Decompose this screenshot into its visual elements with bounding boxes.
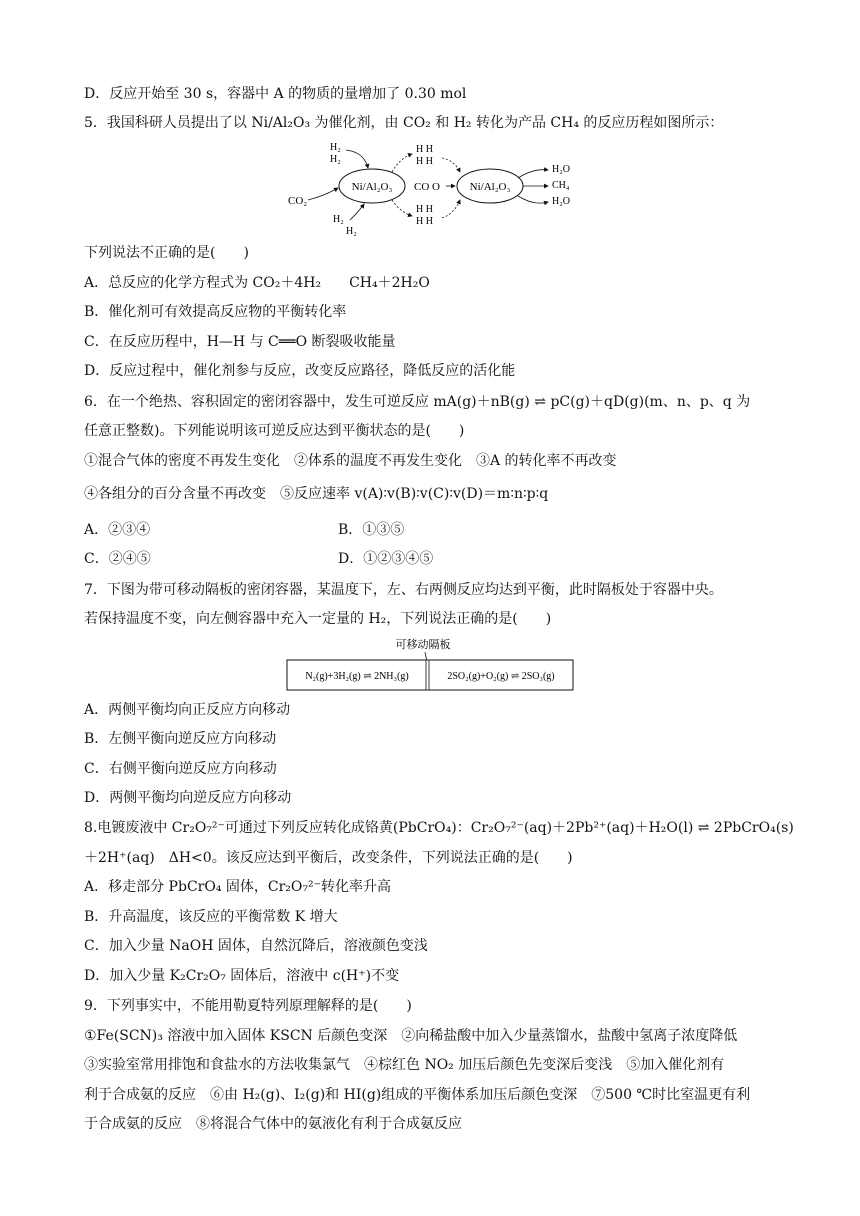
co-o-label: CO O (414, 181, 440, 193)
h2-top-left-1: H₂ (330, 142, 341, 153)
product-h2o-1: H₂O (552, 164, 570, 175)
q4-option-d: D．反应开始至 30 s，容器中 A 的物质的量增加了 0.30 mol (84, 86, 467, 102)
h-atoms-top-2: H H (416, 156, 433, 167)
q6-option-c: C．②④⑤ (84, 551, 151, 567)
h-atoms-top-1: H H (416, 144, 433, 155)
h2-bottom-left-2: H₂ (346, 226, 357, 237)
q8-option-a: A．移走部分 PbCrO₄ 固体，Cr₂O₇²⁻转化率升高 (84, 879, 391, 895)
q6-option-d: D．①②③④⑤ (338, 551, 434, 567)
partition-label: 可移动隔板 (395, 639, 451, 651)
q7-option-b: B．左侧平衡向逆反应方向移动 (84, 731, 277, 747)
catalyst-right-label: Ni/Al₂O₃ (469, 181, 511, 193)
q6-statements-2: ④各组分的百分含量不再改变 ⑤反应速率 v(A)∶v(B)∶v(C)∶v(D)＝m∶n∶p∶q (84, 486, 549, 502)
q8-option-c: C．加入少量 NaOH 固体，自然沉降后，溶液颜色变浅 (84, 938, 428, 954)
arrow-out-h2o-2 (518, 196, 548, 203)
q6-statements-1: ①混合气体的密度不再发生变化 ②体系的温度不再发生变化 ③A 的转化率不再改变 (84, 453, 617, 469)
product-ch4: CH₄ (552, 180, 570, 191)
q8-stem: 8.电镀废液中 Cr₂O₇²⁻可通过下列反应转化成铬黄(PbCrO₄)：Cr₂O₇²⁻(aq)＋2Pb²⁺(aq)＋H₂O(l) ⇌ 2PbCrO₄(s) (84, 820, 794, 836)
q7-stem-cont: 若保持温度不变，向左侧容器中充入一定量的 H₂，下列说法正确的是( ) (84, 611, 552, 627)
q8-option-b: B．升高温度，该反应的平衡常数 K 增大 (84, 909, 338, 925)
left-reaction: N₂(g)+3H₂(g) ⇌ 2NH₃(g) (305, 671, 409, 682)
right-reaction: 2SO₂(g)+O₂(g) ⇌ 2SO₃(g) (447, 671, 555, 682)
catalyst-left-label: Ni/Al₂O₃ (351, 181, 393, 193)
dashed-arrow-bottom-right (442, 200, 460, 218)
movable-partition (426, 660, 429, 690)
q7-option-d: D．两侧平衡均向逆反应方向移动 (84, 790, 292, 806)
q6-option-a: A．②③④ (84, 522, 151, 538)
product-h2o-2: H₂O (552, 196, 570, 207)
dashed-arrow-bottom (392, 200, 412, 216)
q5-option-a: A．总反应的化学方程式为 CO₂＋4H₂ CH₄＋2H₂O (84, 275, 430, 291)
co2-label: CO₂ (288, 195, 308, 207)
arrow-out-h2o-1 (518, 170, 548, 178)
q9-facts-3: 利于合成氨的反应 ⑥由 H₂(g)、I₂(g)和 HI(g)组成的平衡体系加压后颜色变深 ⑦500 ℃时比室温更有利 (84, 1087, 751, 1103)
q8-option-d: D．加入少量 K₂Cr₂O₇ 固体后，溶液中 c(H⁺)不变 (84, 968, 400, 984)
q7-option-c: C．右侧平衡向逆反应方向移动 (84, 761, 277, 777)
h2-top-left-2: H₂ (330, 154, 341, 165)
arrow-h2-top (346, 150, 368, 168)
q5-option-c: C．在反应历程中，H—H 与 C══O 断裂吸收能量 (84, 334, 396, 350)
q9-facts-1: ①Fe(SCN)₃ 溶液中加入固体 KSCN 后颜色变深 ②向稀盐酸中加入少量蒸馏水，盐酸中氢离子浓度降低 (84, 1028, 738, 1044)
q6-option-b: B．①③⑤ (338, 522, 405, 538)
q5-question: 下列说法不正确的是( ) (84, 245, 249, 261)
q6-stem-cont: 任意正整数)。下列能说明该可逆反应达到平衡状态的是( ) (84, 423, 465, 439)
reaction-mechanism-diagram (280, 138, 580, 238)
h-atoms-bottom-1: H H (416, 204, 433, 215)
q5-option-b: B．催化剂可有效提高反应物的平衡转化率 (84, 304, 347, 320)
dashed-arrow-top-right (442, 158, 460, 172)
q5-option-d: D．反应过程中，催化剂参与反应，改变反应路径，降低反应的活化能 (84, 363, 516, 379)
h-atoms-bottom-2: H H (416, 216, 433, 227)
arrow-co2 (308, 188, 338, 200)
dashed-arrow-top (392, 154, 412, 172)
q9-facts-4: 于合成氨的反应 ⑧将混合气体中的氨液化有利于合成氨反应 (84, 1116, 462, 1132)
q6-stem: 6．在一个绝热、容积固定的密闭容器中，发生可逆反应 mA(g)＋nB(g) ⇌ pC(g)＋qD(g)(m、n、p、q 为 (84, 394, 751, 410)
arrow-h2-bottom (350, 204, 364, 220)
q8-stem-cont: ＋2H⁺(aq) ΔH<0。该反应达到平衡后，改变条件，下列说法正确的是( ) (84, 850, 573, 866)
q5-stem: 5．我国科研人员提出了以 Ni/Al₂O₃ 为催化剂，由 CO₂ 和 H₂ 转化为产品 CH₄ 的反应历程如图所示： (84, 115, 724, 131)
q9-stem: 9．下列事实中，不能用勒夏特列原理解释的是( ) (84, 998, 412, 1014)
q7-option-a: A．两侧平衡均向正反应方向移动 (84, 702, 291, 718)
q7-stem: 7．下图为带可移动隔板的密闭容器，某温度下，左、右两侧反应均达到平衡，此时隔板处于容器中央。 (84, 582, 723, 598)
q9-facts-2: ③实验室常用排饱和食盐水的方法收集氯气 ④棕红色 NO₂ 加压后颜色先变深后变浅 ⑤加入催化剂有 (84, 1057, 725, 1073)
partition-container-diagram (285, 634, 577, 694)
h2-bottom-left-1: H₂ (333, 214, 344, 225)
